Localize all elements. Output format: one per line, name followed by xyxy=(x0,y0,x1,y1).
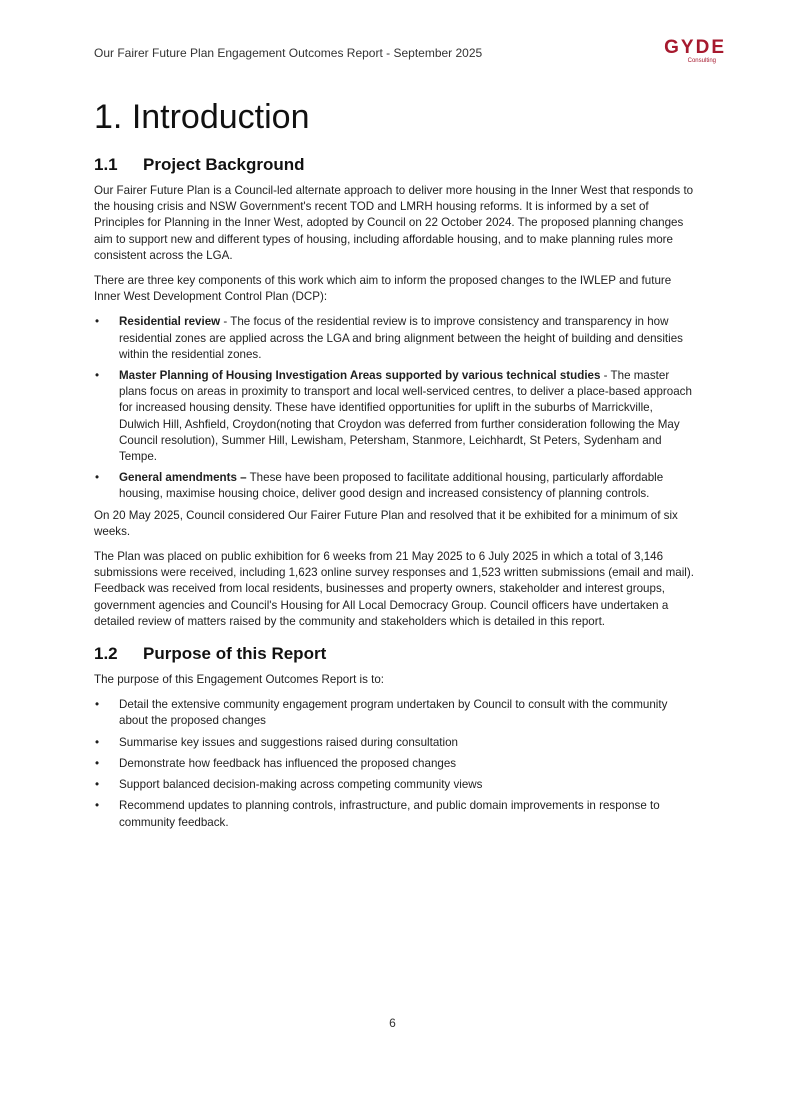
list-item xyxy=(94,735,694,751)
list-item-bold: General amendments – xyxy=(119,471,247,485)
paragraph: On 20 May 2025, Council considered Our Fairer Future Plan and resolved that it be exhibited for a minimum of six weeks. xyxy=(94,508,678,538)
bullet-icon: • xyxy=(95,799,100,813)
bullet-icon: • xyxy=(95,778,100,792)
section-heading-purpose xyxy=(94,642,694,666)
list-item xyxy=(94,777,694,793)
paragraph: The purpose of this Engagement Outcomes Report is to: xyxy=(94,673,384,687)
key-components-list xyxy=(94,314,694,502)
list-item-text: Summarise key issues and suggestions raised during consultation xyxy=(119,735,458,749)
chapter-number: 1. xyxy=(94,98,123,136)
list-item-text: - The focus of the residential review is to improve consistency and transparency in how residential zones are applied across the LGA and bring alignment between the height of building and densities within the residential zones. xyxy=(119,315,683,361)
chapter-title: Introduction xyxy=(131,98,310,136)
list-item-bold: Residential review xyxy=(119,315,221,329)
bullet-icon: • xyxy=(95,756,100,770)
page-number: 6 xyxy=(389,1016,396,1030)
page-content xyxy=(94,95,694,836)
list-item-text: Support balanced decision-making across competing community views xyxy=(119,778,483,792)
list-item-text: Recommend updates to planning controls, infrastructure, and public domain improvements in response to community feedback. xyxy=(119,799,660,829)
list-item xyxy=(94,798,694,830)
bullet-icon: • xyxy=(95,471,100,485)
list-item xyxy=(94,697,694,729)
bullet-icon: • xyxy=(95,698,100,712)
gyde-consulting-logo xyxy=(634,38,726,65)
list-item-text: Demonstrate how feedback has influenced the proposed changes xyxy=(119,756,457,770)
bullet-icon: • xyxy=(95,735,100,749)
list-item-text: Detail the extensive community engagement program undertaken by Council to consult with the community about the proposed changes xyxy=(119,698,668,728)
list-item-text: These have been proposed to facilitate additional housing, particularly affordable housing, maximise housing choice, deliver good design and increased consistency of planning controls. xyxy=(119,471,664,501)
logo-subtitle: Consulting xyxy=(687,58,716,64)
list-item xyxy=(94,368,694,465)
section-number: 1.1 xyxy=(94,155,118,174)
section-title: Purpose of this Report xyxy=(143,644,327,664)
document-header-title: Our Fairer Future Plan Engagement Outcomes Report - September 2025 xyxy=(94,46,483,60)
list-item xyxy=(94,470,694,502)
list-item-text: - The master plans focus on areas in proximity to transport and local well-serviced centres, to deliver a place-based approach for increased housing density. These have identified opportunities for uplift in the suburbs of Marrickville, Dulwich Hill, Ashfield, Croydon(noting that Croydon was deferred from further consideration following the May Council resolution), Summer Hill, Lewisham, Petersham, Stanmore, Leichhardt, St Peters, Sydenham and Tempe. xyxy=(119,369,692,464)
paragraph: There are three key components of this work which aim to inform the proposed changes to the IWLEP and future Inner West Development Control Plan (DCP): xyxy=(94,274,672,304)
bullet-icon: • xyxy=(95,369,100,383)
section-number: 1.2 xyxy=(94,644,118,664)
list-item xyxy=(94,756,694,772)
list-item-bold: Master Planning of Housing Investigation Areas supported by various technical studies xyxy=(119,369,601,383)
paragraph: The Plan was placed on public exhibition for 6 weeks from 21 May 2025 to 6 July 2025 in which a total of 3,146 submissions were received, including 1,623 online survey responses and 1,523 written submissions (email and mail). Feedback was received from local residents, businesses and property owners, stakeholder and interest groups, government agencies and Council's Housing for All Local Democracy Group. Council officers have undertaken a detailed review of matters raised by the community and stakeholders which is detailed in this report. xyxy=(94,550,694,628)
paragraph: Our Fairer Future Plan is a Council-led alternate approach to deliver more housing in the Inner West that responds to the housing crisis and NSW Government's recent TOD and LMRH housing reforms. It is informed by a set of Principles for Planning in the Inner West, adopted by Council on 22 October 2024. The proposed planning changes aim to support new and different types of housing, including affordable housing, and to make planning rules more consistent across the LGA. xyxy=(94,184,694,262)
purpose-list xyxy=(94,697,694,830)
section-title: Project Background xyxy=(143,155,305,174)
list-item xyxy=(94,314,694,363)
section-heading-project-background xyxy=(94,153,694,177)
logo-wordmark: GYDE xyxy=(664,37,726,58)
bullet-icon: • xyxy=(95,315,100,329)
chapter-heading xyxy=(94,95,694,139)
